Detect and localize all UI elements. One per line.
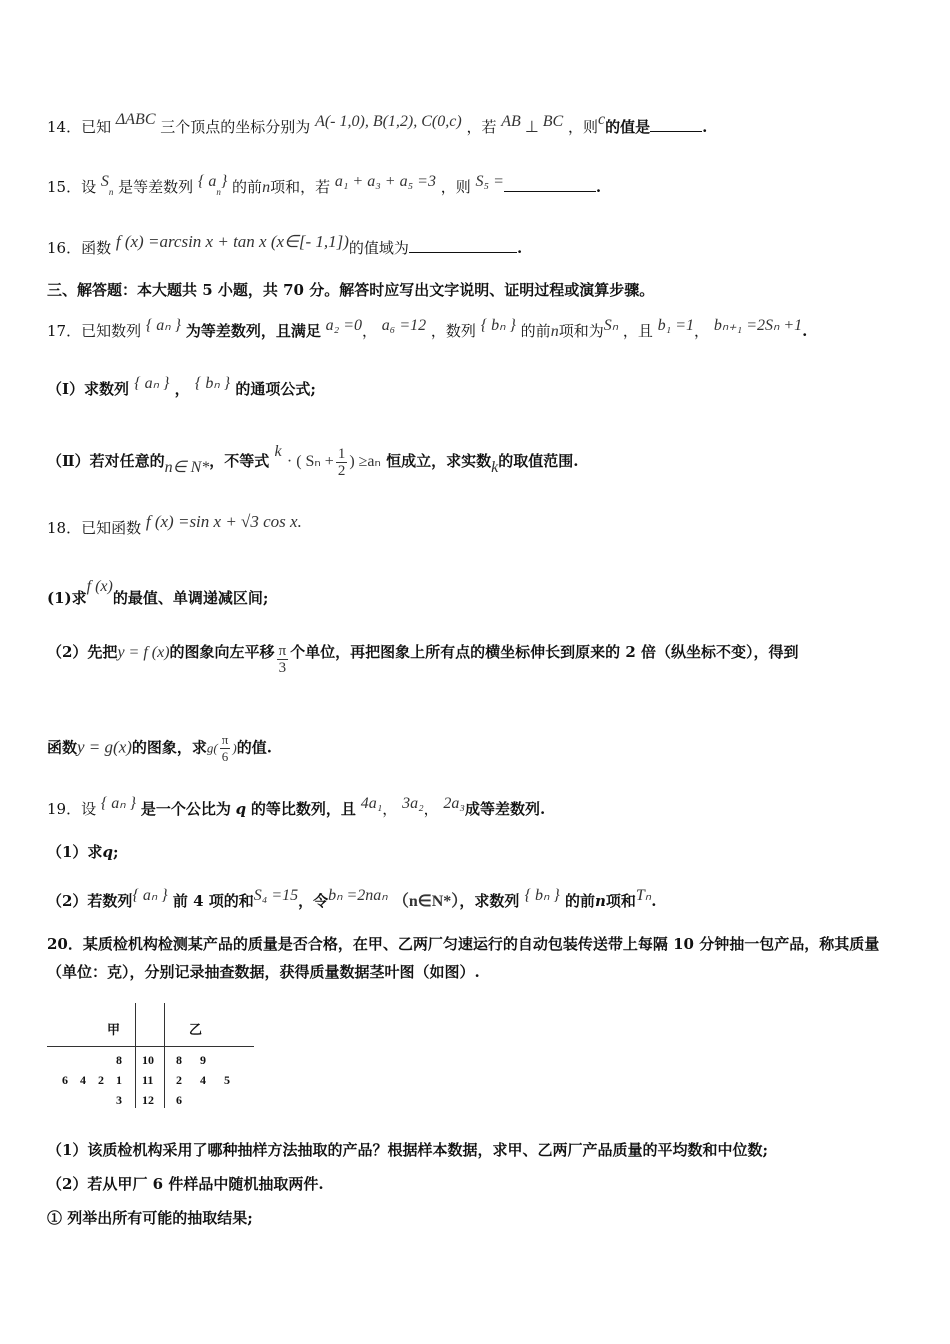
q17-p2-a: （Ⅱ）若对任意的 xyxy=(47,452,165,470)
q17-part1 xyxy=(47,372,910,401)
q17-p1-a: （Ⅰ）求数列 xyxy=(47,380,130,398)
q19-line1-d: 成等差数列. xyxy=(464,800,546,818)
q19-p2-d: ，求数列 xyxy=(459,892,520,910)
q17-a2: a₂ =0 xyxy=(325,317,362,334)
question-17 xyxy=(47,314,910,344)
q17-ineq-b: ) ≥aₙ xyxy=(349,453,381,470)
q14-ab: AB xyxy=(501,113,521,130)
q15-tail: . xyxy=(595,178,602,196)
header-jia: 甲 xyxy=(107,1023,121,1038)
q16-end: 的值域为 xyxy=(348,239,409,257)
stem-row-3: 12 xyxy=(142,1093,154,1107)
q18-p2-a: （2）先把 xyxy=(47,643,118,661)
q19-term2: 3a₂ xyxy=(402,795,424,812)
q19-p1-q: q xyxy=(102,843,113,861)
divider-right xyxy=(164,1003,165,1108)
q18-p2-f: y = f (x) xyxy=(117,644,170,661)
q17-line1-d: 的前 xyxy=(520,322,551,340)
q18-p2-b: 的图象向左平移 xyxy=(169,643,275,661)
q19-p2-a: （2）若数列 xyxy=(47,892,133,910)
q17-comma-2: ， xyxy=(694,322,710,340)
q20-part1: （1）该质检机构采用了哪种抽样方法抽取的产品？根据样本数据，求甲、乙两厂产品质量的平均数和中位数; xyxy=(47,1141,768,1159)
q17-p2-n: n∈ N* xyxy=(164,459,210,476)
q17-fraction xyxy=(336,446,348,479)
q19-p2-e: 的前 xyxy=(564,892,595,910)
q19-p1-end: ; xyxy=(112,843,119,861)
question-18 xyxy=(47,510,910,540)
q19-part1 xyxy=(47,840,910,864)
q16-num: 16．函数 xyxy=(47,239,112,257)
q19-part2 xyxy=(47,884,910,914)
q19-line1-a: 19．设 xyxy=(47,800,97,818)
q18-p3-b: 的图象，求 xyxy=(131,738,207,757)
q15-n2: n xyxy=(262,179,271,196)
q18-p1-a: (1)求 xyxy=(47,589,87,607)
left-leaves-row-3: 3 xyxy=(116,1093,122,1107)
q18-p3-c: 的值. xyxy=(236,738,272,757)
q15-num: 15．设 xyxy=(47,178,97,196)
q18-pi-over-6 xyxy=(220,732,231,765)
q15-mid3: 项和，若 xyxy=(270,178,331,196)
q18-p3-g: y = g(x) xyxy=(77,737,132,757)
q17-sn: Sₙ xyxy=(603,317,619,334)
header-rule xyxy=(47,1046,254,1047)
q17-frac-den: 2 xyxy=(337,462,346,479)
q20-intro: 20．某质检机构检测某产品的质量是否合格，在甲、乙两厂匀速运行的自动包装传送带上每隔 10 分钟抽一包产品，称其质量（单位：克），分别记录抽查数据，获得质量数据茎叶图（如图）. xyxy=(47,935,880,981)
q18-p3-a: 函数 xyxy=(47,738,78,757)
q14-tail: . xyxy=(702,118,708,136)
left-leaves-row-2: 6 4 2 1 xyxy=(62,1073,122,1087)
q18-line1: 18．已知函数 xyxy=(47,519,142,537)
q17-frac-num: 1 xyxy=(337,445,346,462)
q16-function: f (x) =arcsin x + tan x (x∈[- 1,1]) xyxy=(115,232,349,251)
q18-part2-continued xyxy=(47,732,910,765)
q18-g-close: ) xyxy=(232,740,237,756)
q15-mid1: 是等差数列 xyxy=(118,178,194,196)
q17-line1-c: ，数列 xyxy=(430,322,476,340)
q16-tail: . xyxy=(516,239,523,257)
left-leaves-row-1: 8 xyxy=(116,1053,122,1067)
q18-six: 6 xyxy=(221,749,229,764)
q17-line1-e: 项和为 xyxy=(558,322,604,340)
q15-n: n xyxy=(108,187,114,197)
q19-bn: { bₙ } xyxy=(524,887,560,904)
q14-ruo: ，若 xyxy=(466,118,497,136)
q18-part2 xyxy=(47,640,910,676)
q19-p2-b: 前 4 项的和 xyxy=(172,892,254,910)
q18-g-open: g( xyxy=(206,740,218,756)
right-leaves-row-3: 6 xyxy=(176,1093,182,1107)
q14-num: 14．已知 xyxy=(47,118,112,136)
q14-coords: A(- 1,0), B(1,2), C(0,c) xyxy=(315,113,462,130)
q17-p2-c: 恒成立，求实数 xyxy=(386,452,492,470)
q14-c: c xyxy=(598,111,606,128)
right-leaves-row-2: 2 4 5 xyxy=(176,1073,230,1087)
q15-seq-n: n xyxy=(216,187,221,197)
q17-a6: a₆ =12 xyxy=(381,317,427,334)
q18-p1-f: f (x) xyxy=(86,578,113,595)
q15-ze: ，则 xyxy=(440,178,471,196)
stem-leaf-table xyxy=(47,1003,257,1108)
q17-an: { aₙ } xyxy=(145,317,182,334)
q17-p2-d: 的取值范围. xyxy=(498,452,579,470)
q15-seq: { a xyxy=(197,173,217,190)
q17-line1-b: 为等差数列，且满足 xyxy=(185,322,321,340)
q15-s: S xyxy=(100,173,109,190)
q17-ineq-a: · ( Sₙ + xyxy=(286,453,334,470)
q17-k: k xyxy=(274,443,282,460)
stem-row-2: 11 xyxy=(142,1073,154,1087)
q19-p2-an: { aₙ } xyxy=(132,887,168,904)
q19-an: { aₙ } xyxy=(100,795,137,812)
question-19: 19．设 { aₙ } 是一个公比为 q 的等比数列，且 4a₁， 3a₂， 2a₃成等差数列. xyxy=(47,795,546,818)
q17-recurrence: bₙ₊₁ =2Sₙ +1 xyxy=(713,317,803,334)
q19-q: q xyxy=(235,800,247,818)
q15-s5: S₅ = xyxy=(475,173,504,190)
q19-cond: （n∈N*） xyxy=(392,893,460,910)
q17-p1-bn: { bₙ } xyxy=(194,375,231,392)
q19-bn-def: bₙ =2naₙ xyxy=(328,887,388,904)
q20-part2-item1: ① 列举出所有可能的抽取结果; xyxy=(47,1209,253,1227)
q14-answer-blank xyxy=(650,117,702,132)
q17-comma: ， xyxy=(361,322,377,340)
stem-row-1: 10 xyxy=(142,1053,154,1067)
q17-n: n xyxy=(550,323,559,340)
q14-ze: ，则 xyxy=(567,118,598,136)
question-14 xyxy=(47,108,910,140)
q14-end: 的值是 xyxy=(605,118,651,136)
q14-triangle: ΔABC xyxy=(115,111,156,128)
q20-part2: （2）若从甲厂 6 件样品中随机抽取两件. xyxy=(47,1175,324,1193)
q18-p1-b: 的最值、单调递减区间; xyxy=(112,589,269,607)
q19-p2-g: . xyxy=(651,892,657,910)
question-16 xyxy=(47,230,910,260)
q14-bc: BC xyxy=(542,113,564,130)
q17-p1-b: 的通项公式; xyxy=(235,380,316,398)
q15-mid2: 的前 xyxy=(232,178,263,196)
q17-p1-comma: ， xyxy=(174,380,190,398)
q17-bn: { bₙ } xyxy=(480,317,516,334)
q16-answer-blank xyxy=(409,238,517,253)
q18-pi-2: π xyxy=(221,732,229,747)
question-15 xyxy=(47,170,910,204)
q17-dot: . xyxy=(802,322,808,340)
q17-p1-an: { aₙ } xyxy=(134,375,170,392)
q18-pi-over-3 xyxy=(277,643,289,676)
divider-left xyxy=(135,1003,136,1108)
q19-n: n xyxy=(594,892,606,910)
q19-line1-b: 是一个公比为 xyxy=(140,800,231,818)
q18-p2-c: 个单位，再把图象上所有点的横坐标伸长到原来的 2 倍（纵坐标不变），得到 xyxy=(290,643,799,661)
q19-s4: S₄ =15 xyxy=(253,887,299,904)
q17-p2-k: k xyxy=(491,459,499,476)
q18-part1 xyxy=(47,575,910,610)
q19-term3: 2a₃ xyxy=(443,795,465,812)
right-leaves-row-1: 8 9 xyxy=(176,1053,206,1067)
q19-term1: 4a₁ xyxy=(360,795,383,812)
q18-pi: π xyxy=(278,643,287,659)
q18-three: 3 xyxy=(278,660,287,676)
q17-b1: b₁ =1 xyxy=(657,317,695,334)
q19-p2-c: ，令 xyxy=(298,892,329,910)
q15-condition: a₁ + a₃ + a₅ =3 xyxy=(334,173,436,190)
q15-seq-end: } xyxy=(220,173,228,190)
q14-mid: 三个顶点的坐标分别为 xyxy=(160,118,311,136)
section-heading: 三、解答题：本大题共 5 小题，共 70 分。解答时应写出文字说明、证明过程或演算步骤。 xyxy=(47,281,655,299)
q17-line1-f: ，且 xyxy=(622,322,653,340)
q19-line1-c: 的等比数列，且 xyxy=(250,800,356,818)
q14-perp: ⊥ xyxy=(520,119,543,136)
header-yi: 乙 xyxy=(189,1023,203,1038)
q17-part2 xyxy=(47,440,910,480)
q17-p2-b: ，不等式 xyxy=(209,452,270,470)
q19-p2-f: 项和 xyxy=(605,892,636,910)
q19-tn: Tₙ xyxy=(635,887,652,904)
q15-answer-blank xyxy=(504,177,596,192)
q17-line1-a: 17．已知数列 xyxy=(47,322,142,340)
q18-function: f (x) =sin x + √3 cos x. xyxy=(145,512,302,531)
q19-p1: （1）求 xyxy=(47,843,103,861)
